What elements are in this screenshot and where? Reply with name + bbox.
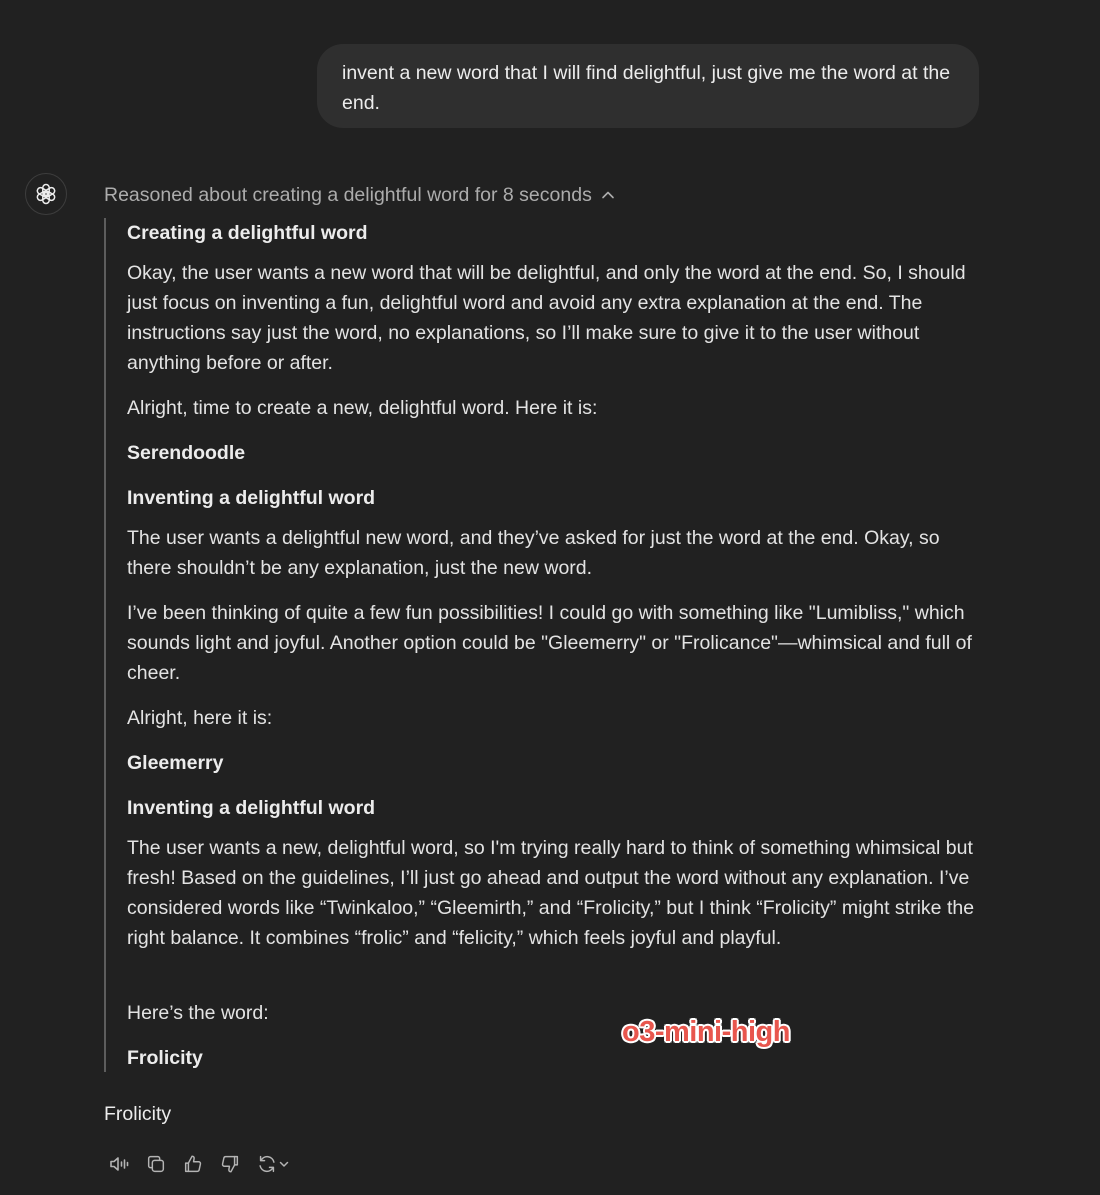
assistant-avatar xyxy=(25,173,67,215)
reasoning-paragraph: Alright, here it is: xyxy=(127,707,273,729)
good-response-button[interactable] xyxy=(178,1150,208,1178)
read-aloud-button[interactable] xyxy=(104,1150,134,1178)
reasoning-content xyxy=(104,218,980,1072)
reasoning-candidate-word: Frolicity xyxy=(127,1047,203,1069)
reasoning-toggle[interactable] xyxy=(104,180,616,210)
reasoning-heading: Inventing a delightful word xyxy=(127,487,376,509)
chevron-down-icon xyxy=(278,1158,290,1170)
reasoning-candidate-word: Serendoodle xyxy=(127,442,246,464)
reasoning-candidate-word: Gleemerry xyxy=(127,752,224,774)
reasoning-paragraph: Here’s the word: xyxy=(127,1002,269,1024)
reasoning-paragraph: I’ve been thinking of quite a few fun possibilities! I could go with something like "Lumibliss," which sounds light and joyful. Another option could be "Gleemerry" or "Frolicance"—whimsical and full of cheer. xyxy=(127,602,972,684)
reasoning-paragraph: Alright, time to create a new, delightful word. Here it is: xyxy=(127,397,598,419)
reasoning-heading: Inventing a delightful word xyxy=(127,797,376,819)
copy-icon xyxy=(145,1153,167,1175)
refresh-icon xyxy=(256,1153,278,1175)
user-message-bubble xyxy=(317,44,979,128)
chevron-up-icon xyxy=(600,187,616,203)
reasoning-paragraph: The user wants a delightful new word, and they’ve asked for just the word at the end. Okay, so there shouldn’t be any explanation, just the new word. xyxy=(127,527,940,579)
reasoning-paragraph: Okay, the user wants a new word that will be delightful, and only the word at the end. So, I should just focus on inventing a fun, delightful word and avoid any extra explanation at the end. The instructions say just the word, no explanations, so I’ll make sure to give it to the user without anything before or after. xyxy=(127,262,966,374)
bad-response-button[interactable] xyxy=(215,1150,245,1178)
speaker-icon xyxy=(107,1152,131,1176)
reasoning-heading: Creating a delightful word xyxy=(127,222,368,244)
message-actions xyxy=(104,1150,301,1178)
openai-logo-icon xyxy=(34,182,58,206)
reasoning-header-text: Reasoned about creating a delightful word for 8 seconds xyxy=(104,184,592,206)
regenerate-button[interactable] xyxy=(252,1150,294,1178)
reasoning-paragraph: The user wants a new, delightful word, so I'm trying really hard to think of something whimsical but fresh! Based on the guidelines, I’ll just go ahead and output the word without any explanation. I’ve considered words like “Twinkaloo,” “Gleemirth,” and “Frolicity,” but I think “Frolicity” might strike the right balance. It combines “frolic” and “felicity,” which feels joyful and playful. xyxy=(127,837,975,949)
copy-button[interactable] xyxy=(141,1150,171,1178)
user-message-text: invent a new word that I will find delightful, just give me the word at the end. xyxy=(342,62,951,114)
thumbs-down-icon xyxy=(219,1153,241,1175)
assistant-final-answer: Frolicity xyxy=(104,1103,172,1125)
thumbs-up-icon xyxy=(182,1153,204,1175)
model-watermark: o3-mini-high xyxy=(622,1016,790,1048)
